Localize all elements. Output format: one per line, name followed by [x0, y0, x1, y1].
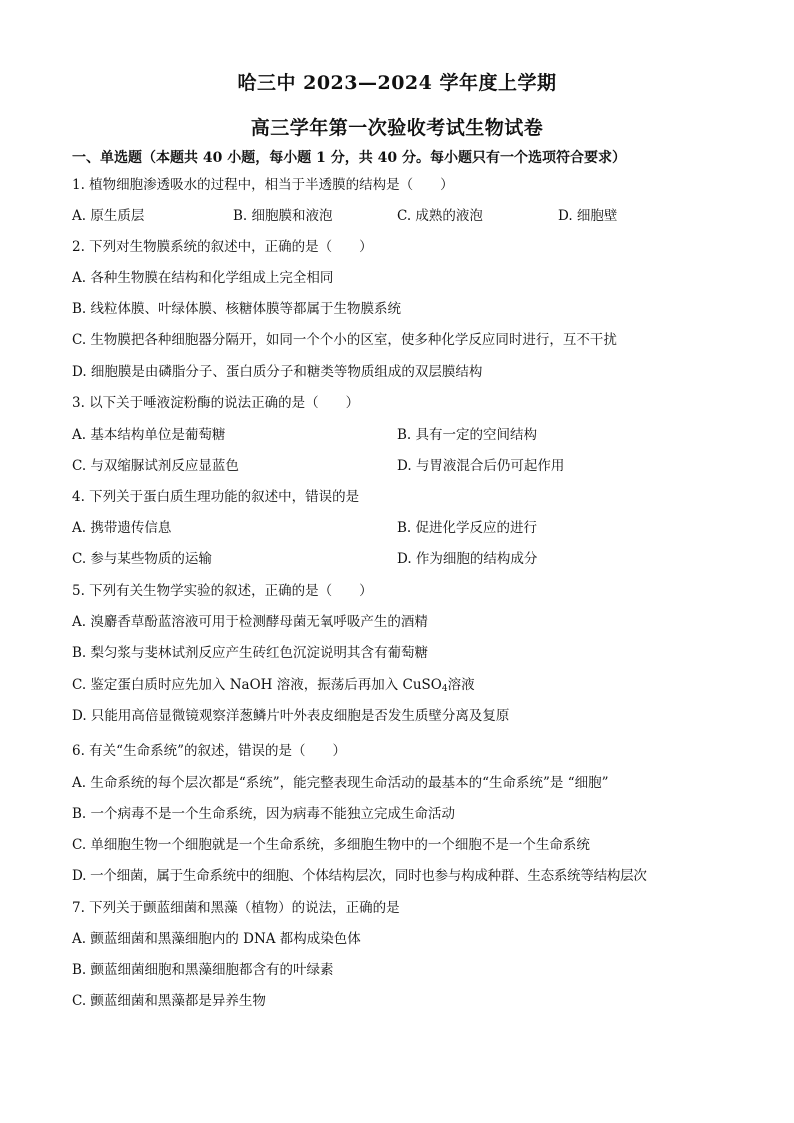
question-6-option-b: B. 一个病毒不是一个生命系统，因为病毒不能独立完成生命活动 [72, 806, 456, 822]
question-5-option-d: D. 只能用高倍显微镜观察洋葱鳞片叶外表皮细胞是否发生质壁分离及复原 [72, 708, 510, 724]
question-6-option-a: A. 生命系统的每个层次都是“系统”，能完整表现生命活动的最基本的“生命系统”是 “细胞” [72, 775, 609, 791]
question-6-option-c: C. 单细胞生物一个细胞就是一个生命系统，多细胞生物中的一个细胞不是一个生命系统 [72, 837, 590, 853]
exam-title-school: 哈三中 2023—2024 学年度上学期 [237, 72, 557, 94]
question-7-stem: 7. 下列关于颤蓝细菌和黑藻（植物）的说法，正确的是 [72, 900, 400, 916]
question-2-option-c: C. 生物膜把各种细胞器分隔开，如同一个个小的区室，使多种化学反应同时进行，互不干扰 [72, 332, 617, 348]
question-5-stem: 5. 下列有关生物学实验的叙述，正确的是（ ） [72, 583, 373, 599]
question-1-option-b: B. 细胞膜和液泡 [233, 208, 333, 224]
question-5-option-c-tail: 溶液 [447, 677, 475, 693]
question-5-option-c-subscript: 4 [441, 684, 448, 694]
question-4-option-d: D. 作为细胞的结构成分 [397, 551, 538, 567]
question-3-option-c: C. 与双缩脲试剂反应显蓝色 [72, 458, 239, 474]
question-7-option-a: A. 颤蓝细菌和黑藻细胞内的 DNA 都构成染色体 [72, 931, 361, 947]
question-3-option-b: B. 具有一定的空间结构 [397, 427, 538, 443]
question-3-stem: 3. 以下关于唾液淀粉酶的说法正确的是（ ） [72, 395, 360, 411]
question-4-stem: 4. 下列关于蛋白质生理功能的叙述中，错误的是 [72, 489, 360, 505]
question-7-option-b: B. 颤蓝细菌细胞和黑藻细胞都含有的叶绿素 [72, 962, 334, 978]
question-2-option-a: A. 各种生物膜在结构和化学组成上完全相同 [72, 270, 334, 286]
question-5-option-b: B. 梨匀浆与斐林试剂反应产生砖红色沉淀说明其含有葡萄糖 [72, 645, 429, 661]
question-1-option-c: C. 成熟的液泡 [397, 208, 483, 224]
question-1-option-d: D. 细胞壁 [558, 208, 618, 224]
question-1-option-a: A. 原生质层 [72, 208, 145, 224]
question-5-option-c [72, 676, 475, 698]
question-7-option-c: C. 颤蓝细菌和黑藻都是异养生物 [72, 993, 266, 1009]
question-3-option-a: A. 基本结构单位是葡萄糖 [72, 427, 226, 443]
question-5-option-c-text: C. 鉴定蛋白质时应先加入 NaOH 溶液，振荡后再加入 CuSO [72, 677, 442, 693]
question-2-option-d: D. 细胞膜是由磷脂分子、蛋白质分子和糖类等物质组成的双层膜结构 [72, 364, 483, 380]
question-6-option-d: D. 一个细菌，属于生命系统中的细胞、个体结构层次，同时也参与构成种群、生态系统等结构层次 [72, 868, 647, 884]
question-4-option-a: A. 携带遗传信息 [72, 520, 172, 536]
question-4-option-b: B. 促进化学反应的进行 [397, 520, 538, 536]
question-4-option-c: C. 参与某些物质的运输 [72, 551, 212, 567]
question-3-option-d: D. 与胃液混合后仍可起作用 [397, 458, 565, 474]
question-2-option-b: B. 线粒体膜、叶绿体膜、核糖体膜等都属于生物膜系统 [72, 301, 402, 317]
question-6-stem: 6. 有关“生命系统”的叙述，错误的是（ ） [72, 743, 346, 759]
question-2-stem: 2. 下列对生物膜系统的叙述中，正确的是（ ） [72, 239, 373, 255]
question-1-stem: 1. 植物细胞渗透吸水的过程中，相当于半透膜的结构是（ ） [72, 177, 454, 193]
exam-title-name: 高三学年第一次验收考试生物试卷 [250, 117, 544, 139]
section-heading: 一、单选题（本题共 40 小题，每小题 1 分，共 40 分。每小题只有一个选项符合要求） [72, 150, 626, 166]
question-5-option-a: A. 溴麝香草酚蓝溶液可用于检测酵母菌无氧呼吸产生的酒精 [72, 614, 428, 630]
